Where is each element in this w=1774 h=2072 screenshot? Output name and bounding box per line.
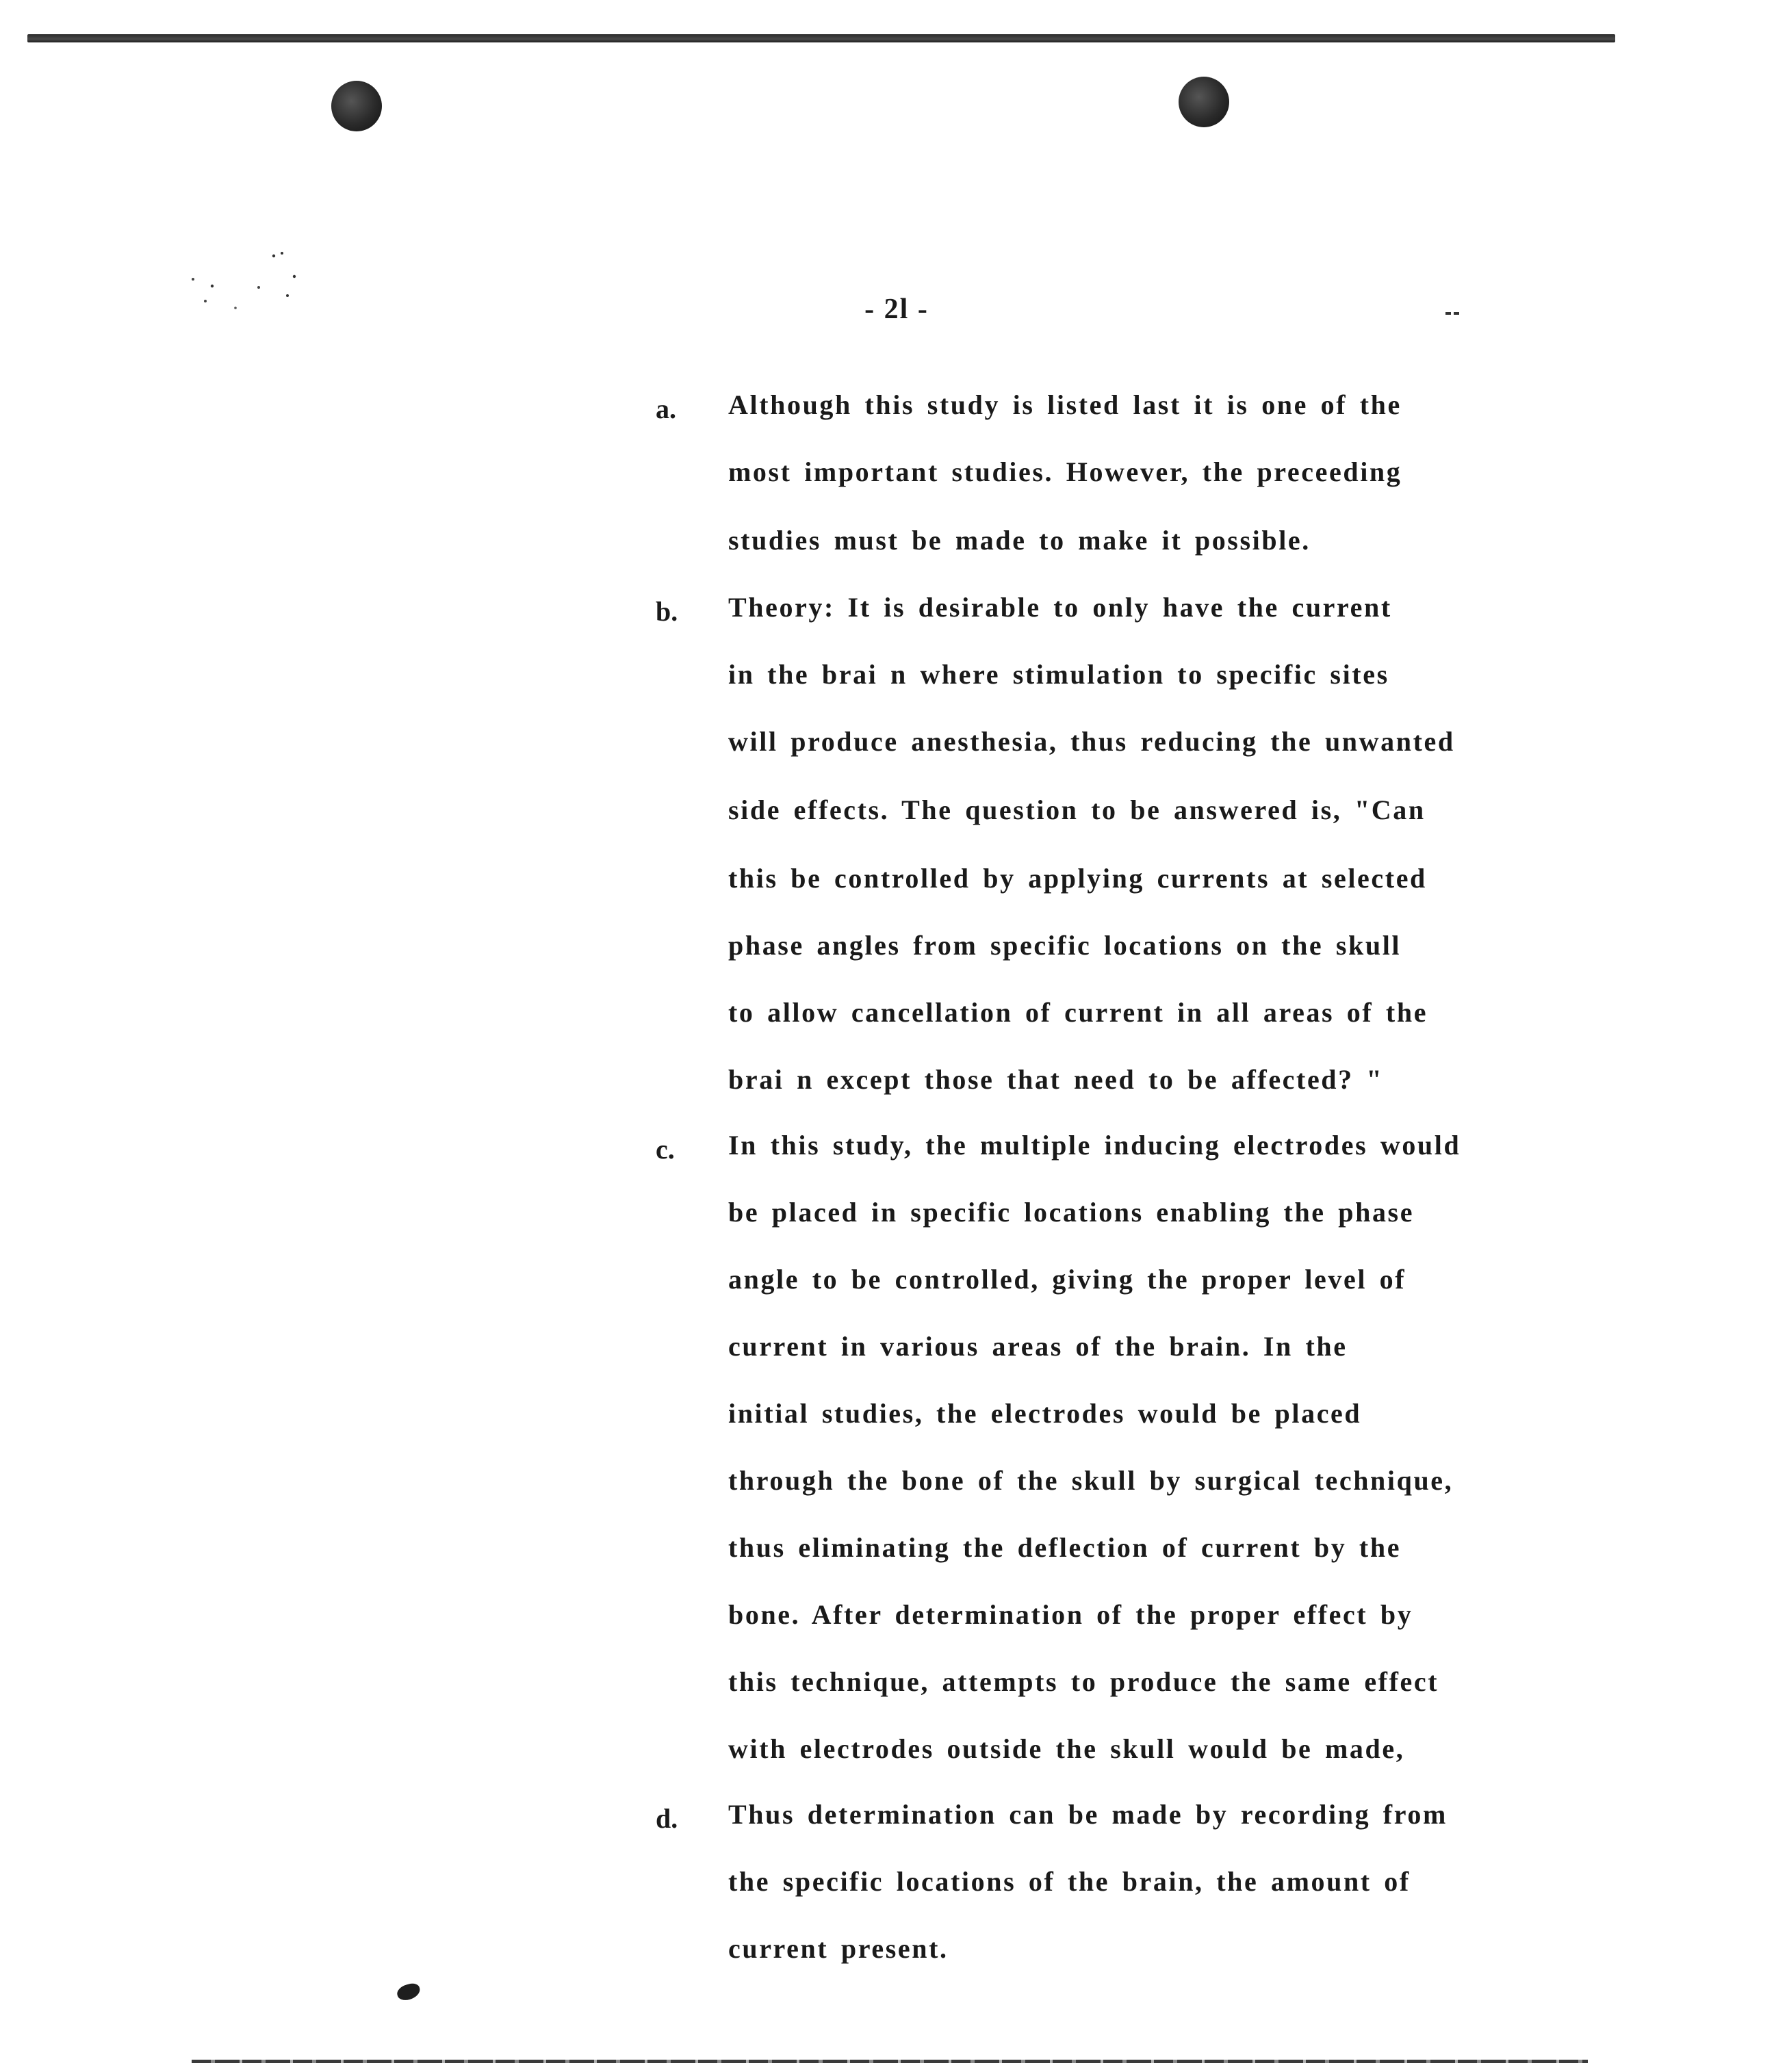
text-line: Although this study is listed last it is one of the bbox=[728, 389, 1402, 420]
item-marker: c. bbox=[656, 1134, 675, 1165]
text-line: with electrodes outside the skull would be made, bbox=[728, 1733, 1405, 1764]
text-line: in the brai n where stimulation to specific sites bbox=[728, 659, 1389, 690]
text-line: through the bone of the skull by surgical technique, bbox=[728, 1465, 1454, 1496]
text-line: bone. After determination of the proper effect by bbox=[728, 1599, 1413, 1630]
text-line: Thus determination can be made by recording from bbox=[728, 1799, 1448, 1830]
text-line: In this study, the multiple inducing electrodes would bbox=[728, 1130, 1461, 1161]
text-line: be placed in specific locations enabling the phase bbox=[728, 1197, 1415, 1228]
item-marker: b. bbox=[656, 596, 678, 627]
text-line: this technique, attempts to produce the same effect bbox=[728, 1666, 1439, 1697]
text-line: the specific locations of the brain, the amount of bbox=[728, 1866, 1411, 1897]
top-scan-border bbox=[27, 34, 1615, 42]
text-line: initial studies, the electrodes would be placed bbox=[728, 1398, 1362, 1429]
scan-specks bbox=[185, 246, 315, 322]
text-line: brai n except those that need to be affected? " bbox=[728, 1064, 1384, 1095]
text-line: side effects. The question to be answered is, "Can bbox=[728, 794, 1426, 825]
scan-mark bbox=[1445, 312, 1462, 315]
bottom-scan-border bbox=[192, 2060, 1588, 2063]
item-marker: a. bbox=[656, 393, 676, 424]
text-line: Theory: It is desirable to only have the current bbox=[728, 592, 1392, 623]
punch-hole-left bbox=[331, 81, 382, 131]
page-number: - 2l - bbox=[864, 294, 929, 325]
item-marker: d. bbox=[656, 1803, 678, 1834]
text-line: phase angles from specific locations on the skull bbox=[728, 930, 1402, 961]
text-line: thus eliminating the deflection of current by the bbox=[728, 1532, 1402, 1563]
text-line: current present. bbox=[728, 1933, 949, 1964]
ink-blot bbox=[396, 1982, 422, 2002]
text-line: studies must be made to make it possible. bbox=[728, 525, 1311, 556]
punch-hole-right bbox=[1179, 77, 1229, 127]
text-line: to allow cancellation of current in all areas of the bbox=[728, 997, 1428, 1028]
text-line: will produce anesthesia, thus reducing the unwanted bbox=[728, 726, 1455, 757]
text-line: angle to be controlled, giving the proper level of bbox=[728, 1264, 1406, 1295]
text-line: this be controlled by applying currents at selected bbox=[728, 863, 1427, 894]
text-line: current in various areas of the brain. In the bbox=[728, 1331, 1348, 1362]
text-line: most important studies. However, the preceeding bbox=[728, 456, 1402, 487]
